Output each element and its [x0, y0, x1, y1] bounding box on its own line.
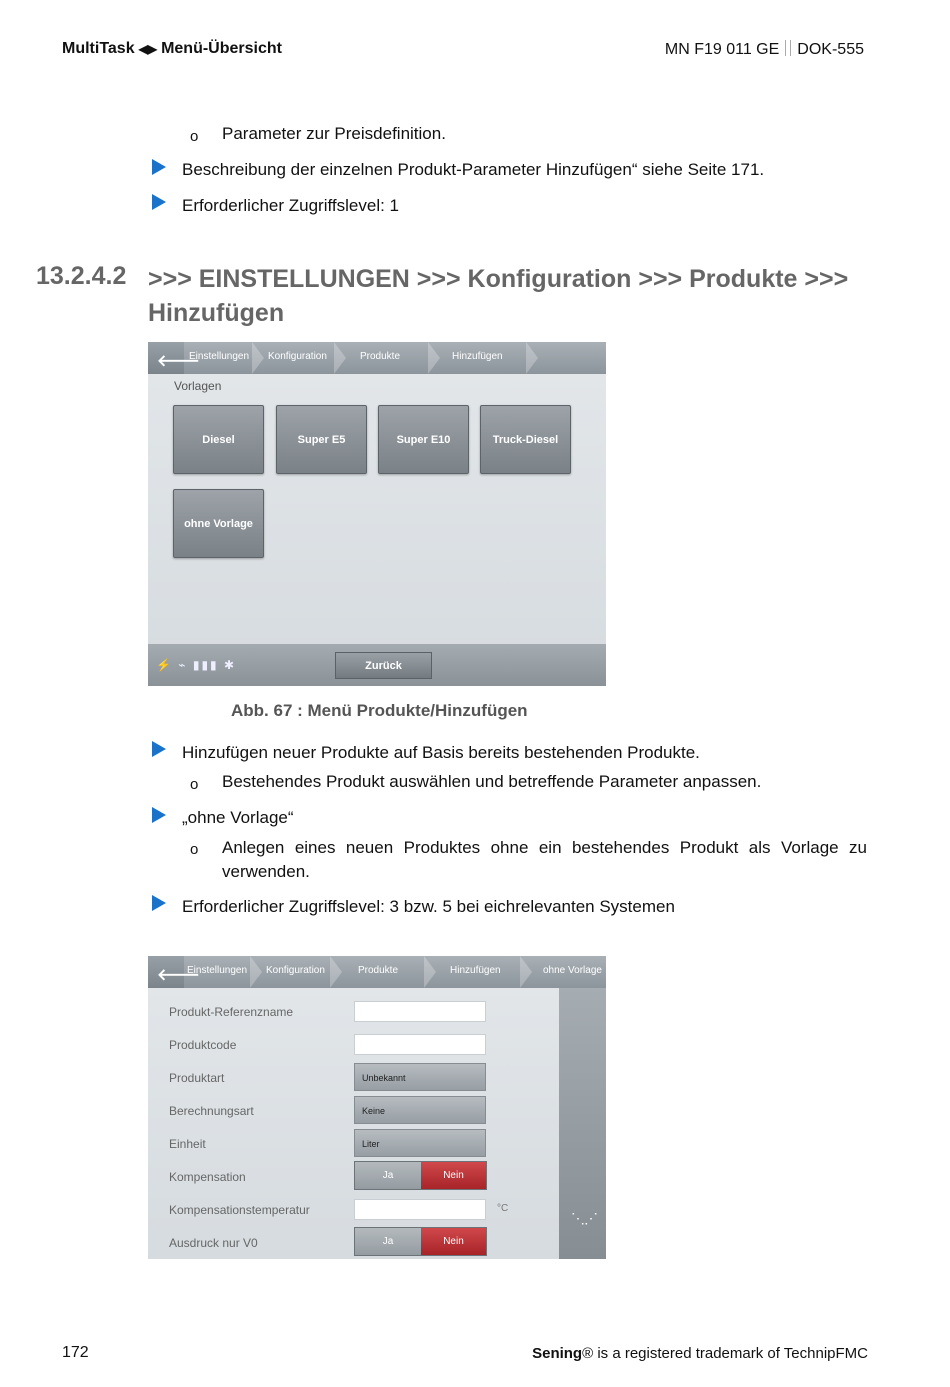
brand-name: Sening: [532, 1345, 583, 1362]
breadcrumb-item[interactable]: Produkte: [358, 965, 399, 976]
reference-name-input[interactable]: [354, 1001, 486, 1022]
sub-bullet-text: Bestehendes Produkt auswählen und betreffende Parameter anpassen.: [222, 772, 762, 791]
breadcrumb-item[interactable]: Produkte: [360, 351, 401, 362]
breadcrumb-item: Hinzufügen: [452, 351, 503, 362]
breadcrumb-item[interactable]: Konfiguration: [268, 351, 327, 362]
template-tile[interactable]: Truck-Diesel: [480, 405, 571, 474]
back-arrow-icon: 🡐: [157, 967, 200, 984]
screenshot-hinzufuegen: [148, 342, 606, 686]
sub-bullet-text: Anlegen eines neuen Produktes ohne ein bestehendes Produkt als Vorlage zu verwenden.: [222, 838, 867, 881]
unit-select[interactable]: Liter: [354, 1129, 486, 1157]
chevron-icon: [428, 342, 440, 374]
bullet-text: Erforderlicher Zugriffslevel: 1: [182, 196, 399, 215]
no-template-tile[interactable]: ohne Vorlage: [173, 489, 264, 558]
breadcrumb-item[interactable]: Hinzufügen: [450, 965, 501, 976]
figure-caption: Abb. 67 : Menü Produkte/Hinzufügen: [231, 701, 528, 720]
chevron-icon: [330, 956, 342, 988]
scroll-more-icon[interactable]: ⋱⋰: [571, 1210, 597, 1226]
scroll-sidebar[interactable]: [559, 988, 606, 1259]
doc-number: MN F19 011 GE: [664, 41, 780, 58]
separator: [785, 40, 791, 56]
header-title: [62, 40, 282, 58]
bullet-arrow-icon: [152, 741, 166, 757]
print-v0-toggle[interactable]: [354, 1227, 487, 1256]
header-doc-ref: [665, 40, 864, 59]
chevron-icon: [334, 342, 346, 374]
nav-arrows-icon: ◀▶: [138, 42, 158, 56]
section-number: 13.2.4.2: [36, 262, 127, 290]
toggle-yes[interactable]: Ja: [355, 1228, 421, 1255]
group-label: Vorlagen: [174, 379, 222, 393]
chevron-icon: [424, 956, 436, 988]
chevron-icon: [520, 956, 532, 988]
chevron-icon: [526, 342, 538, 374]
bullet-arrow-icon: [152, 159, 166, 175]
trademark-text: ® is a registered trademark of TechnipFMC: [582, 1345, 868, 1362]
footer-trademark: [532, 1345, 868, 1362]
bottom-bar: [148, 644, 606, 686]
bullet-arrow-icon: [152, 895, 166, 911]
bullet-text: Hinzufügen neuer Produkte auf Basis bereits bestehenden Produkte.: [182, 743, 700, 762]
sub-bullet-text: Parameter zur Preisdefinition.: [222, 124, 446, 143]
section-title: >>> EINSTELLUNGEN >>> Konfiguration >>> Produkte >>> Hinzufügen: [148, 265, 849, 327]
back-button[interactable]: [148, 342, 200, 374]
compensation-temperature-input[interactable]: [354, 1199, 486, 1220]
page-number: 172: [62, 1344, 89, 1361]
form-label: Kompensationstemperatur: [169, 1203, 310, 1217]
form-label: Ausdruck nur V0: [169, 1236, 258, 1250]
sub-bullet-icon: o: [190, 776, 199, 793]
bullet-text: Erforderlicher Zugriffslevel: 3 bzw. 5 bei eichrelevanten Systemen: [182, 897, 675, 916]
chevron-icon: [250, 956, 262, 988]
form-label: Produktart: [169, 1071, 225, 1085]
toggle-yes[interactable]: Ja: [355, 1162, 421, 1189]
header-section: Menü-Übersicht: [161, 40, 282, 57]
product-code-input[interactable]: [354, 1034, 486, 1055]
calculation-type-select[interactable]: Keine: [354, 1096, 486, 1124]
form-label: Produkt-Referenzname: [169, 1005, 294, 1019]
breadcrumb-bar: [148, 342, 606, 374]
compensation-toggle[interactable]: [354, 1161, 487, 1190]
breadcrumb-item[interactable]: Einstellungen: [189, 351, 250, 362]
breadcrumb-item[interactable]: Einstellungen: [187, 965, 248, 976]
bullet-text: Beschreibung der einzelnen Produkt-Parameter Hinzufügen“ siehe Seite 171.: [182, 160, 765, 179]
product-type-select[interactable]: Unbekannt: [354, 1063, 486, 1091]
chevron-icon: [252, 342, 264, 374]
breadcrumb-item: ohne Vorlage: [543, 965, 602, 976]
back-arrow-icon: 🡐: [157, 353, 200, 370]
toggle-no[interactable]: Nein: [421, 1228, 486, 1255]
temperature-unit: °C: [497, 1203, 509, 1214]
form-label: Einheit: [169, 1137, 206, 1151]
form-label: Kompensation: [169, 1170, 246, 1184]
template-tile[interactable]: Super E10: [378, 405, 469, 474]
sub-bullet-icon: o: [190, 128, 199, 145]
bullet-text: „ohne Vorlage“: [182, 808, 294, 827]
screenshot-ohne-vorlage: [148, 956, 606, 1259]
form-label: Produktcode: [169, 1038, 237, 1052]
template-tile[interactable]: Diesel: [173, 405, 264, 474]
sub-bullet-icon: o: [190, 841, 199, 858]
status-icons: ⚡ ⌁ ▮▮▮ ✱: [156, 658, 237, 672]
doc-code: DOK-555: [797, 41, 864, 58]
form-label: Berechnungsart: [169, 1104, 254, 1118]
toggle-no[interactable]: Nein: [421, 1162, 486, 1189]
header-product: MultiTask: [62, 40, 135, 57]
breadcrumb-item[interactable]: Konfiguration: [266, 965, 325, 976]
breadcrumb-bar: [148, 956, 606, 988]
bullet-arrow-icon: [152, 194, 166, 210]
template-tile[interactable]: Super E5: [276, 405, 367, 474]
bullet-arrow-icon: [152, 807, 166, 823]
back-button[interactable]: [148, 956, 200, 988]
back-button-zurueck[interactable]: Zurück: [335, 652, 432, 679]
